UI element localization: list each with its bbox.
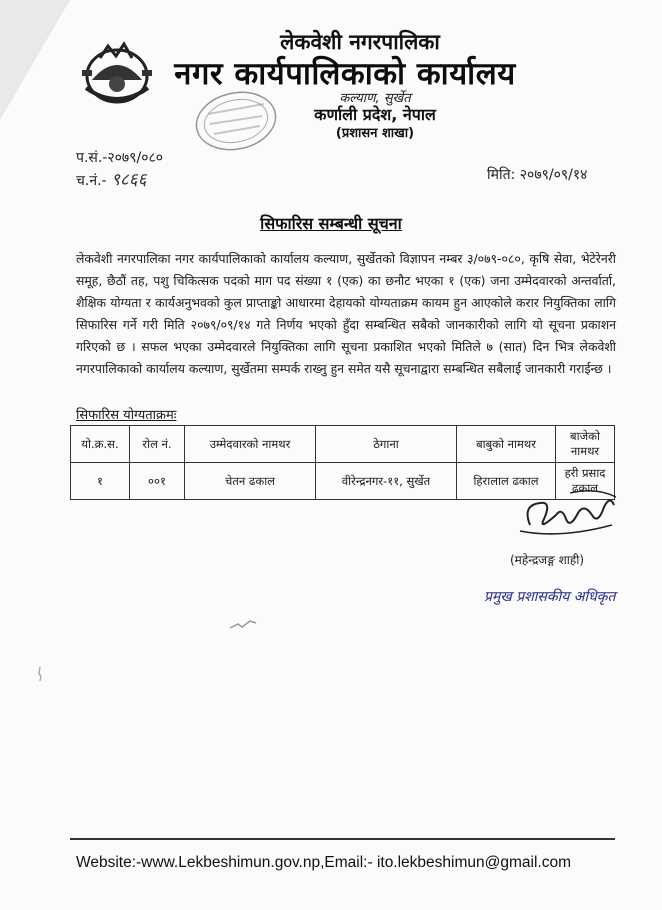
signatory-name: (महेन्द्रजङ्ग शाही) — [510, 553, 585, 567]
table-header-row — [71, 426, 615, 463]
office-name: नगर कार्यपालिकाको कार्यालय — [174, 56, 516, 92]
scan-smudge — [228, 618, 258, 632]
footer-divider — [70, 838, 615, 840]
nepal-emblem-icon — [78, 40, 156, 106]
branch-name: (प्रशासन शाखा) — [335, 126, 415, 141]
signatory-title: प्रमुख प्रशासकीय अधिकृत — [484, 589, 616, 605]
patra-sankhya — [76, 148, 163, 167]
cell-candidate: चेतन ढकाल — [185, 463, 316, 500]
date-label: मिति: — [487, 167, 516, 183]
footer-contact: Website:-www.Lekbeshimun.gov.np,Email:- ito.lekbeshimun@gmail.com — [76, 854, 572, 871]
col-candidate: उम्मेदवारको नामथर — [185, 426, 316, 463]
chalani-number — [76, 167, 146, 190]
cell-grandfather: हरी प्रसाद ढकाल — [556, 463, 615, 500]
office-location: कल्याण, सुर्खेत — [339, 91, 411, 106]
patra-sankhya-value: २०७९/०८० — [107, 150, 164, 166]
province-name: कर्णाली प्रदेश, नेपाल — [314, 105, 436, 124]
document-date — [487, 165, 587, 184]
handwritten-signature — [500, 485, 620, 545]
col-address: ठेगाना — [316, 426, 457, 463]
cell-address: वीरेन्द्रनगर-११, सुर्खेत — [316, 463, 457, 500]
cell-serial: १ — [71, 463, 130, 500]
notice-body: लेकवेशी नगरपालिका नगर कार्यपालिकाको कार्यालय कल्याण, सुर्खेतको विज्ञापन नम्बर ३/०७९-०८०, कृषि सेवा, भेटेरेनरी समूह, छैठौं तह, पशु चिकित्सक पदको माग पद संख्या १ (एक) का छनौट भएका १ (एक) जना उम्मेदवारको अन्तर्वार्ता, शैक्षिक योग्यता र कार्यअनुभवको कुल प्राप्ताङ्को आधारमा देहायको योग्यताक्रम कायम हुन आएकोले करार नियुक्तिका लागि सिफारिस गर्ने गरी मिति २०७९/०९/१४ गते निर्णय भएको हुँदा सम्बन्धित सबैको जानकारीको लागि यो सूचना प्रकाशन गरिएको छ । सफल भएका उम्मेदवारले नियुक्तिका लागि सूचना प्रकाशित भएको मितिले ७ (सात) दिन भित्र लेकवेशी नगरपालिकाको कार्यालय कल्याण, सुर्खेतमा सम्पर्क राख्नु हुन समेत यसै सूचनाद्वारा सम्बन्धित सबैलाई जानकारी गराईन्छ । — [76, 251, 616, 376]
date-value: २०७९/०९/१४ — [519, 167, 588, 183]
patra-sankhya-label: प.सं.- — [76, 150, 108, 166]
scan-smudge — [36, 665, 44, 683]
office-stamp-icon — [190, 86, 282, 156]
municipality-name: लेकवेशी नगरपालिका — [280, 30, 440, 54]
chalani-number-label: च.नं.- — [76, 173, 107, 189]
col-roll: रोल नं. — [130, 426, 185, 463]
notice-subject: सिफारिस सम्बन्धी सूचना — [260, 214, 402, 233]
recommendation-label: सिफारिस योग्यताक्रमः — [76, 408, 177, 423]
col-grandfather: बाजेको नामथर — [556, 426, 615, 463]
cell-roll: ००१ — [130, 463, 185, 500]
col-serial: यो.क्र.स. — [71, 426, 130, 463]
chalani-number-value: ९८६६ — [111, 170, 147, 190]
cell-father: हिरालाल ढकाल — [457, 463, 556, 500]
col-father: बाबुको नामथर — [457, 426, 556, 463]
scan-shadow — [0, 0, 70, 120]
